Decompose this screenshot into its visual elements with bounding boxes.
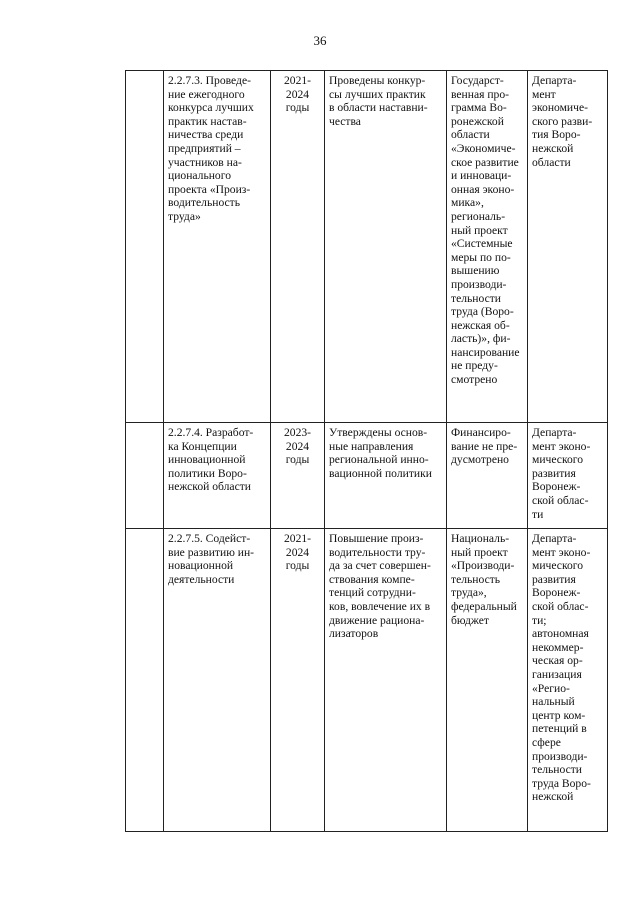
blank-cell [126,423,164,529]
measure-years: 2021- 2024 годы [283,532,312,573]
measure-title: 2.2.7.3. Проведе- ние ежегодного конкурса лучших практик настав- ничества среди предприятий – участников на- ционального проекта «Произ- водительность труда» [168,74,254,223]
blank-cell [126,529,164,832]
measure-funding: Государст- венная про- грамма Во- ронежской области «Экономиче- ское развитие и инноваци- онная эконо- мика», региональ- ный проект «Системные меры по по- вышению производи- тельности труда (Воро- нежская об- ласть)», фи- нансирование не преду- смотрено [451,74,520,387]
funding-cell [447,423,528,529]
measure-result: Утверждены основ- ные направления региональной инно- вационной политики [329,426,432,480]
measure-executor: Департа- мент эконо- мического развития Воронеж- ской облас- ти [532,426,591,521]
table-row [126,529,608,832]
blank-cell [126,71,164,423]
measure-executor: Департа- мент экономиче- ского разви- тия Воро- нежской области [532,74,593,169]
measure-result: Проведены конкур- сы лучших практик в области наставни- чества [329,74,428,128]
years-cell [271,529,325,832]
executor-cell [528,529,608,832]
measure-title-cell [164,423,271,529]
measure-years: 2021- 2024 годы [283,74,312,115]
measure-title: 2.2.7.5. Содейст- вие развитию ин- новационной деятельности [168,532,255,586]
funding-cell [447,529,528,832]
table-row [126,423,608,529]
measure-title-cell [164,529,271,832]
measure-result: Повышение произ- водительности тру- да за счет совершен- ствования компе- тенций сотрудни- ков, вовлечение их в движение рациона- лизаторов [329,532,431,641]
table-row [126,71,608,423]
result-cell [325,71,447,423]
measures-table [125,70,608,832]
years-cell [271,423,325,529]
measure-title-cell [164,71,271,423]
measure-executor: Департа- мент эконо- мического развития Воронеж- ской облас- ти; автономная некоммер- ческая ор- ганизация «Регио- нальный центр ком- петенций в сфере производи- тельности труда Воро- нежской [532,532,591,804]
result-cell [325,529,447,832]
executor-cell [528,71,608,423]
executor-cell [528,423,608,529]
page-number: 36 [313,33,327,48]
funding-cell [447,71,528,423]
measure-years: 2023- 2024 годы [283,426,312,467]
result-cell [325,423,447,529]
measure-funding: Финансиро- вание не пре- дусмотрено [451,426,518,467]
measure-funding: Националь- ный проект «Производи- тельность труда», федеральный бюджет [451,532,517,627]
years-cell [271,71,325,423]
measure-title: 2.2.7.4. Разработ- ка Концепции инновационной политики Воро- нежской области [168,426,254,494]
